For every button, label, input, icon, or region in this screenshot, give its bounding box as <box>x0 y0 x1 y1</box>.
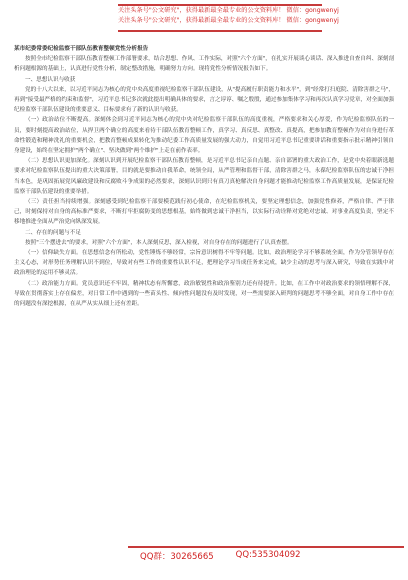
header-banner <box>118 4 339 32</box>
document-title: 某市纪委常委纪检监察干部队伍教育整顿党性分析报告 <box>14 46 149 52</box>
paragraph: 按照"三个摆进去"的要求，对照"六个方面"，本人深刻反思，深入检视，对自身存在的问题进行了认真查摆。 <box>25 239 293 246</box>
paragraph: 按照全市纪检监察干部队伍教育整顿工作部署要求，结合思想、作风、工作实际，对照"六个方面"，在扎实开展谈心谈话、深入推进自查自纠、深刻剖析问题根源的基础上，认真进行党性分析，制定整改措施，明确努力方向。现将党性分析情况报告如下。 <box>14 56 394 73</box>
section-heading: 二、存在的问题与不足 <box>25 229 81 236</box>
footer-contact <box>128 546 404 562</box>
paragraph: （一）政治站位不断提高。深刻体会到习近平同志为核心的党中央对纪检监察干部队伍的高度重视，严格要求和关心厚爱，作为纪检监察队伍的一员，要时刻提高政治站位，从捍卫两个确立的高度来看待干部队伍教育整顿工作，真学习、真反思、真整改、真提高，把参加教育整顿作为对自身进行革命性锻造和精神洗礼的重要机会，把教育整顿成果转化为推动纪委工作高质量发展的强大动力，自觉用习近平总书记重要讲话和重要指示批示精神引领自身建设，始终在坚定拥护"两个确立"、坚决做到"两个维护"上走在前作表率。 <box>14 117 394 155</box>
paragraph: 党的十八大以来，以习近平同志为核心的党中央高度重视纪检监察干部队伍建设，从"提高履行职责能力和水平"，到"经常打扫庭院、清除害群之马"，再到"接受最严格的约束和监督"，习近平总书记多次就此提出明确具体的要求，言之谆谆、嘱之殷殷，通过参加集体学习和再次认真学习党章，对全面加强纪检监察干部队伍建设的重要意义、目标要求有了新的认识与收获。 <box>14 86 394 114</box>
qq-group-text: QQ群：30265665 <box>140 552 214 562</box>
paragraph: （一）信仰缺失方面。在思想信念有所松动，党性锤炼不够经常，宗旨意识树得不牢等问题。比如，政治理论学习不够系统全面，作为分管领导存在主义心态，对形势任务理解认识不到位，导致对有些工作的重要性认识不足，把理论学习当成任务来完成，缺少主动的思考与深入研究，导致在实践中对政治理论的运用不够灵活。 <box>14 250 394 277</box>
qq-text: QQ:535304092 <box>235 550 301 560</box>
paragraph: （二）思想认识更加深化。深刻认识到开展纪检监察干部队伍教育整顿，是习近平总书记亲自点题、亲自部署的重大政治工作，是党中央着眼新选题要求对纪检监察队伍提出的重大决策部署，目的就是要推动自我革命，统领全局，从严管理和监督干部，清除害群之马，永葆纪检监察队伍的忠诚干净担当本色，是巩固拓展党风廉政建设和反腐败斗争成果的必然要求，深刻认识到只有真刀真枪解决自身问题才能推动纪检监察工作高质量发展，是保证纪检监察干部队伍建设的重要举措。 <box>14 158 394 195</box>
paragraph: （三）责任担当持续增强。深刻感受到纪检监察干部要模范践行初心使命，在纪检监察机关，要坚定理想信念，加强党性修养，严格自律、严于律己，时刻保持对自身的高标准严要求，不断打牢拒腐防变的思想根基，始终做到忠诚干净担当，以实际行动诠释对党绝对忠诚、对事业高度负责，坚定不移地推进全面从严治党向纵深发展。 <box>14 199 394 226</box>
header-banner-line: 关注头条号"公文研究"，获得最新最全最专业的公文资料库！ 微信：gongwenyj <box>118 17 339 24</box>
section-heading: 一、思想认识与收获 <box>25 76 76 83</box>
paragraph: （二）政治能力方面。党员意识还不牢固，精神状态有所懈怠，政治敏锐性和政治鉴别力还有待提升。比如，在工作中对政治要求的领悟理解不深，导致在贯彻落实上存在偏差，对日常工作中遇到的一些苗头性、倾向性问题没有及时发现，对一些需要深入研判的问题思考不够全面，对自身工作中存在的问题没有深挖根源，在从严从实从细上还有差距。 <box>14 280 394 308</box>
document-page <box>14 44 394 544</box>
header-banner-line: 关注头条号"公文研究"，获得最新最全最专业的公文资料库！ 微信：gongwenyj <box>118 7 339 14</box>
